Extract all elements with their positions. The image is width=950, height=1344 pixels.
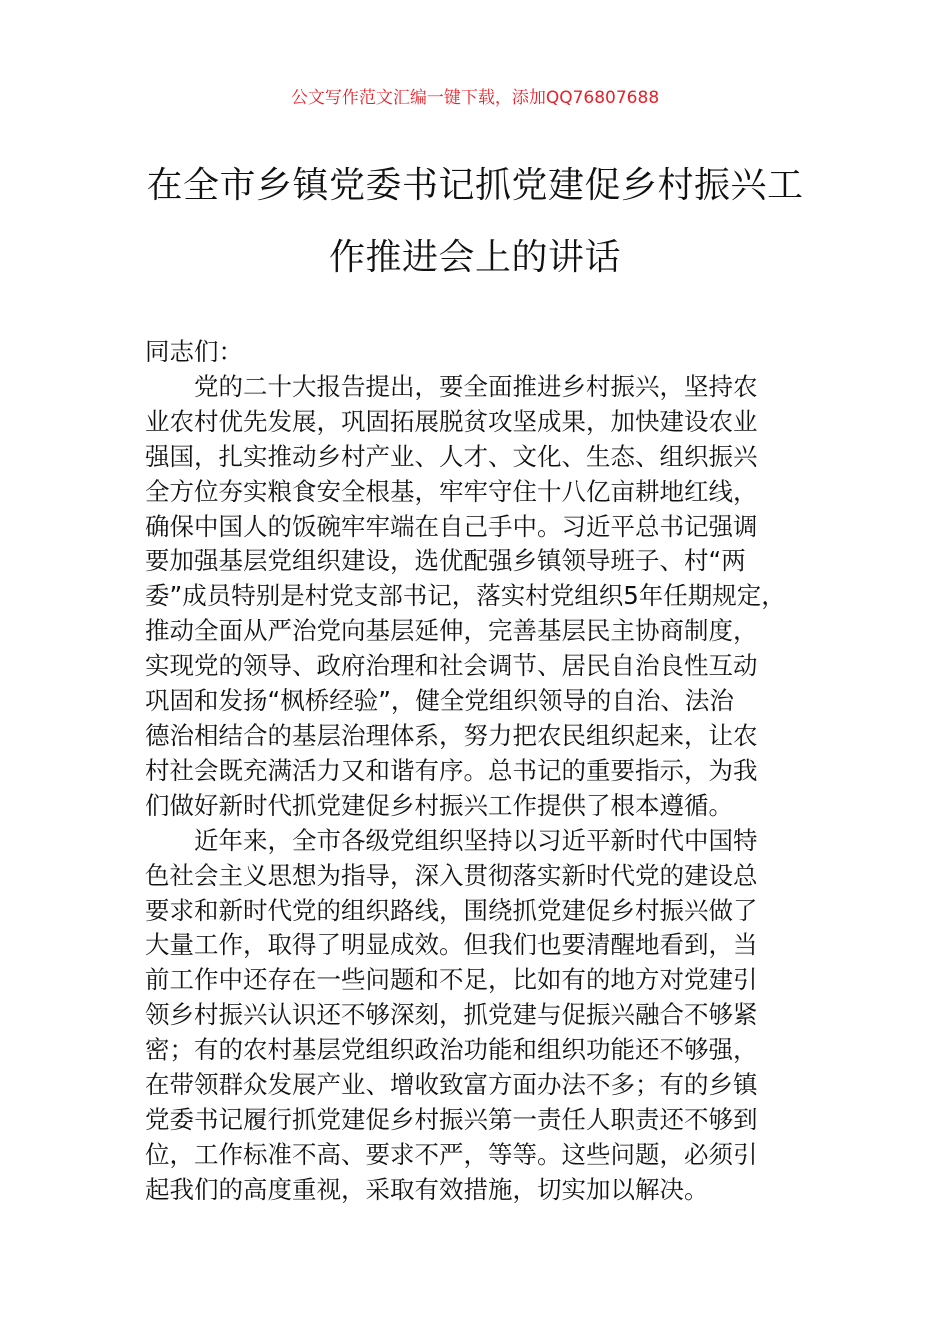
- paragraph-line: 村社会既充满活力又和谐有序。总书记的重要指示，为我: [145, 755, 758, 785]
- paragraph-line: 党的二十大报告提出，要全面推进乡村振兴，坚持农: [194, 371, 758, 401]
- title-line: 在全市乡镇党委书记抓党建促乡村振兴工: [146, 165, 804, 206]
- title-line: 作推进会上的讲话: [328, 237, 621, 278]
- paragraph-line: 党委书记履行抓党建促乡村振兴第一责任人职责还不够到: [145, 1104, 758, 1134]
- salutation: 同志们：: [145, 337, 243, 366]
- paragraph-line: 起我们的高度重视，采取有效措施，切实加以解决。: [145, 1174, 709, 1204]
- paragraph-line: 近年来，全市各级党组织坚持以习近平新时代中国特: [194, 825, 758, 855]
- paragraph-line: 德治相结合的基层治理体系，努力把农民组织起来，让农: [145, 720, 758, 750]
- paragraph-line: 全方位夯实粮食安全根基，牢牢守住十八亿亩耕地红线，: [145, 476, 758, 506]
- paragraph-line: 强国，扎实推动乡村产业、人才、文化、生态、组织振兴: [145, 441, 758, 471]
- paragraph-line: 们做好新时代抓党建促乡村振兴工作提供了根本遵循。: [145, 790, 733, 820]
- paragraph-line: 色社会主义思想为指导，深入贯彻落实新时代党的建设总: [145, 860, 758, 890]
- paragraph-line: 实现党的领导、政府治理和社会调节、居民自治良性互动: [145, 651, 758, 681]
- header-download-note: 公文写作范文汇编一键下载，添加QQ76807688: [290, 88, 660, 108]
- paragraph-line: 大量工作，取得了明显成效。但我们也要清醒地看到，当: [145, 930, 758, 960]
- paragraph-line: 前工作中还存在一些问题和不足，比如有的地方对党建引: [145, 965, 758, 995]
- paragraph-line: 要求和新时代党的组织路线，围绕抓党建促乡村振兴做了: [145, 895, 758, 925]
- paragraph-line: 领乡村振兴认识还不够深刻，抓党建与促振兴融合不够紧: [145, 1000, 758, 1030]
- paragraph-line: 业农村优先发展，巩固拓展脱贫攻坚成果，加快建设农业: [145, 406, 758, 436]
- document-title: [140, 150, 810, 294]
- paragraph-1: [145, 370, 835, 824]
- document-body: [145, 335, 835, 1208]
- paragraph-line: 在带领群众发展产业、增收致富方面办法不多；有的乡镇: [145, 1070, 758, 1100]
- paragraph-line: 要加强基层党组织建设，选优配强乡镇领导班子、村“两: [145, 546, 746, 576]
- paragraph-line: 确保中国人的饭碗牢牢端在自己手中。习近平总书记强调: [145, 511, 758, 541]
- paragraph-2: [145, 824, 835, 1208]
- paragraph-line: 委”成员特别是村党支部书记，落实村党组织5年任期规定，: [145, 581, 786, 611]
- paragraph-line: 推动全面从严治党向基层延伸，完善基层民主协商制度，: [145, 616, 758, 646]
- paragraph-line: 位，工作标准不高、要求不严，等等。这些问题，必须引: [145, 1139, 758, 1169]
- paragraph-line: 密；有的农村基层党组织政治功能和组织功能还不够强，: [145, 1035, 758, 1065]
- paragraph-line: 巩固和发扬“枫桥经验”，健全党组织领导的自治、法治: [145, 686, 734, 716]
